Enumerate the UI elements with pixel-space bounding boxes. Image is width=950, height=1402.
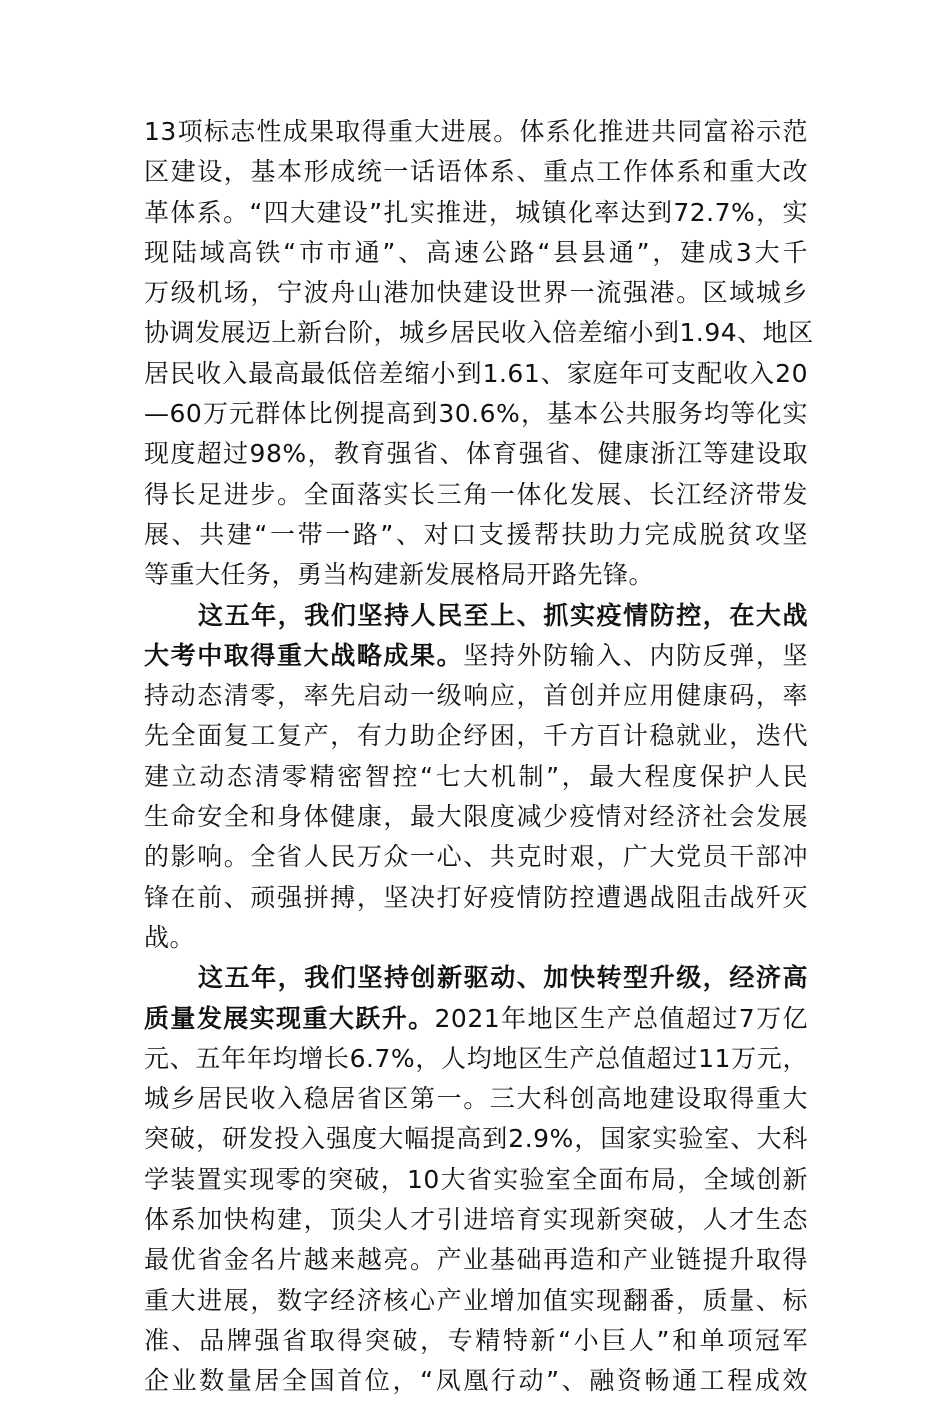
text-line: 革体系。“四大建设”扎实推进，城镇化率达到72.7%，实	[144, 197, 808, 227]
text-line: 体系加快构建，顶尖人才引进培育实现新突破，人才生态	[144, 1205, 808, 1235]
text-line: 学装置实现零的突破，10大省实验室全面布局，全域创新	[144, 1164, 808, 1194]
text-line: 展、共建“一带一路”、对口支援帮扶助力完成脱贫攻坚	[144, 519, 808, 549]
paragraph-heading-line: 这五年，我们坚持创新驱动、加快转型升级，经济高	[198, 963, 808, 993]
text-line: 持动态清零，率先启动一级响应，首创并应用健康码，率	[144, 681, 808, 711]
text-line: 得长足进步。全面落实长三角一体化发展、长江经济带发	[144, 479, 808, 509]
paragraph-2	[144, 596, 808, 959]
body-text-span: 坚持外防输入、内防反弹，坚	[463, 640, 808, 670]
text-line: 先全面复工复产，有力助企纾困，千方百计稳就业，迭代	[144, 721, 808, 751]
bold-heading-text: 质量发展实现重大跃升。	[144, 1003, 435, 1033]
text-line: 13项标志性成果取得重大进展。体系化推进共同富裕示范	[144, 117, 808, 146]
paragraph-heading-line: 这五年，我们坚持人民至上、抓实疫情防控，在大战	[198, 600, 808, 630]
body-text	[144, 112, 814, 1402]
text-line: 战。	[144, 922, 196, 952]
text-line: 生命安全和身体健康，最大限度减少疫情对经济社会发展	[144, 802, 808, 832]
text-line: 现陆域高铁“市市通”、高速公路“县县通”，建成3大千	[144, 237, 808, 267]
text-line: 元、五年年均增长6.7%，人均地区生产总值超过11万元，	[144, 1043, 808, 1073]
text-line: —60万元群体比例提高到30.6%，基本公共服务均等化实	[144, 399, 808, 429]
text-line: 准、品牌强省取得突破，专精特新“小巨人”和单项冠军	[144, 1325, 808, 1355]
bold-heading-text: 大考中取得重大战略成果。	[144, 640, 464, 670]
paragraph-3	[144, 958, 808, 1401]
paragraph-1	[144, 112, 814, 596]
text-line	[144, 999, 808, 1039]
text-line: 企业数量居全国首位，“凤凰行动”、融资畅通工程成效	[144, 1366, 808, 1396]
text-line: 居民收入最高最低倍差缩小到1.61、家庭年可支配收入20	[144, 358, 808, 388]
text-line: 现度超过98%，教育强省、体育强省、健康浙江等建设取	[144, 439, 808, 469]
text-line: 建立动态清零精密智控“七大机制”，最大程度保护人民	[144, 761, 808, 791]
text-line: 万级机场，宁波舟山港加快建设世界一流强港。区域城乡	[144, 278, 808, 308]
text-line: 等重大任务，勇当构建新发展格局开路先锋。	[144, 560, 655, 590]
text-line: 重大进展，数字经济核心产业增加值实现翻番，质量、标	[144, 1285, 808, 1315]
text-line: 最优省金名片越来越亮。产业基础再造和产业链提升取得	[144, 1245, 808, 1275]
text-line: 锋在前、顽强拼搏，坚决打好疫情防控遭遇战阻击战歼灭	[144, 882, 808, 912]
text-line: 城乡居民收入稳居省区第一。三大科创高地建设取得重大	[144, 1084, 808, 1114]
body-text-span: 2021年地区生产总值超过7万亿	[434, 1003, 808, 1033]
text-line: 协调发展迈上新台阶，城乡居民收入倍差缩小到1.94、地区	[144, 318, 814, 348]
text-line: 区建设，基本形成统一话语体系、重点工作体系和重大改	[144, 157, 808, 187]
text-line: 突破，研发投入强度大幅提高到2.9%，国家实验室、大科	[144, 1124, 808, 1154]
text-line	[144, 636, 808, 676]
text-line: 的影响。全省人民万众一心、共克时艰，广大党员干部冲	[144, 842, 808, 872]
